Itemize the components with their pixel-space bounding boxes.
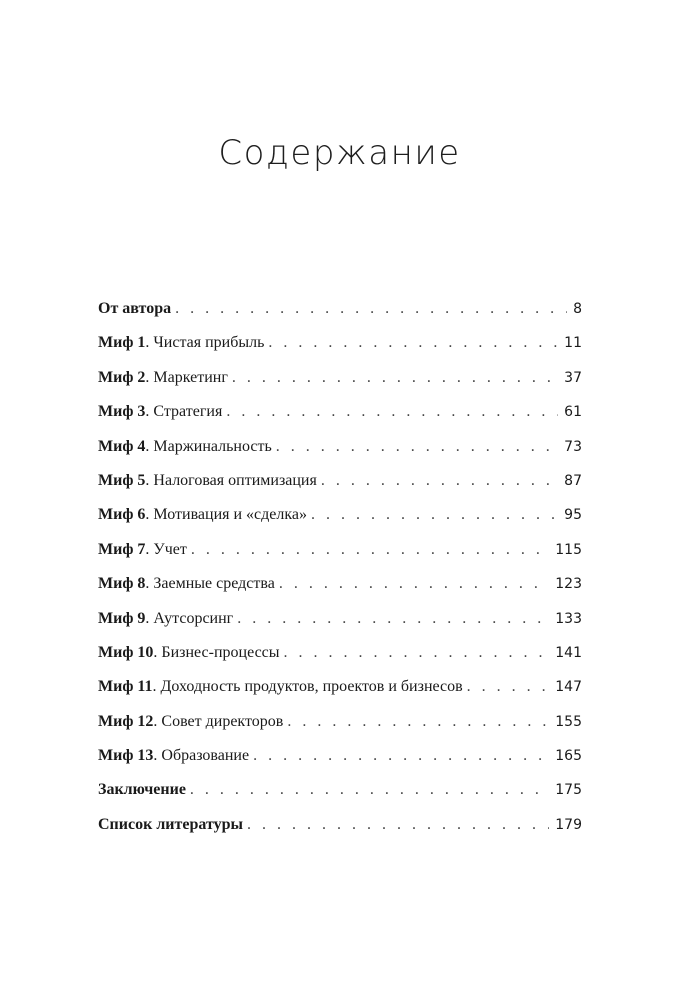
entry-page-number: 61: [564, 404, 582, 421]
entry-separator: .: [145, 471, 154, 489]
dot-leader: [232, 361, 558, 395]
dot-leader: [268, 326, 558, 360]
toc-entry-myth-8[interactable]: [98, 567, 582, 601]
entry-label: Заключение: [98, 781, 186, 799]
entry-page-number: 123: [555, 576, 582, 593]
entry-text: [98, 705, 283, 739]
entry-page-number: 73: [564, 438, 582, 455]
entry-separator: .: [145, 403, 154, 421]
entry-page-number: 115: [555, 541, 582, 558]
entry-separator: .: [153, 643, 162, 661]
entry-text: [98, 533, 187, 567]
dot-leader: [191, 533, 549, 567]
entry-title: Маржинальность: [153, 437, 272, 455]
entry-page-number: 155: [555, 713, 582, 730]
dot-leader: [287, 705, 549, 739]
entry-separator: .: [145, 575, 154, 593]
toc-entry-myth-13[interactable]: [98, 739, 582, 773]
toc-entry-myth-1[interactable]: [98, 326, 582, 360]
toc-entry-conclusion[interactable]: [98, 773, 582, 807]
toc-entry-myth-12[interactable]: [98, 705, 582, 739]
entry-text: [98, 430, 272, 464]
dot-leader: [321, 464, 558, 498]
entry-page-number: 141: [555, 644, 582, 661]
entry-page-number: 87: [564, 472, 582, 489]
entry-page-number: 165: [555, 748, 582, 765]
entry-title: Аутсорсинг: [153, 609, 234, 627]
toc-entry-myth-9[interactable]: [98, 602, 582, 636]
entry-title: Чистая прибыль: [153, 334, 265, 352]
entry-label: Миф 2: [98, 368, 146, 386]
toc-entry-myth-11[interactable]: [98, 670, 582, 704]
entry-label: Миф 4: [98, 437, 146, 455]
dot-leader: [226, 395, 558, 429]
entry-label: Миф 10: [98, 643, 154, 661]
page-title: Содержание: [218, 132, 461, 173]
entry-separator: .: [145, 368, 154, 386]
entry-text: [98, 292, 171, 326]
dot-leader: [279, 567, 549, 601]
dot-leader: [467, 670, 550, 704]
toc-entry-myth-2[interactable]: [98, 361, 582, 395]
toc-entry-myth-6[interactable]: [98, 498, 582, 532]
entry-label: Миф 13: [98, 747, 154, 765]
toc-entry-myth-4[interactable]: [98, 430, 582, 464]
entry-label: Миф 8: [98, 575, 146, 593]
entry-title: Образование: [161, 747, 250, 765]
entry-title: Совет директоров: [161, 712, 284, 730]
entry-page-number: 11: [564, 335, 582, 352]
entry-label: Миф 6: [98, 506, 146, 524]
entry-text: [98, 464, 317, 498]
entry-title: Заемные средства: [153, 575, 275, 593]
entry-page-number: 8: [573, 301, 582, 317]
entry-title: Маркетинг: [153, 368, 228, 386]
entry-text: [98, 808, 243, 842]
entry-separator: .: [145, 334, 154, 352]
entry-text: [98, 361, 228, 395]
entry-separator: .: [145, 609, 154, 627]
entry-separator: .: [145, 437, 154, 455]
entry-text: [98, 773, 186, 807]
entry-title: Бизнес-процессы: [161, 643, 280, 661]
dot-leader: [276, 430, 558, 464]
entry-page-number: 37: [564, 369, 582, 386]
entry-page-number: 95: [564, 507, 582, 524]
dot-leader: [237, 602, 549, 636]
dot-leader: [190, 773, 549, 807]
entry-label: Миф 12: [98, 712, 154, 730]
entry-page-number: 133: [555, 610, 582, 627]
entry-label: Миф 5: [98, 471, 146, 489]
toc-entry-myth-10[interactable]: [98, 636, 582, 670]
entry-text: [98, 739, 249, 773]
entry-separator: .: [153, 747, 162, 765]
entry-label: Миф 9: [98, 609, 146, 627]
dot-leader: [253, 739, 549, 773]
entry-text: [98, 567, 275, 601]
entry-separator: .: [152, 678, 161, 696]
entry-text: [98, 326, 264, 360]
toc-entry-myth-7[interactable]: [98, 533, 582, 567]
toc-entry-bibliography[interactable]: [98, 808, 582, 842]
dot-leader: [311, 498, 558, 532]
entry-text: [98, 395, 222, 429]
entry-title: Доходность продуктов, проектов и бизнесов: [160, 678, 463, 696]
entry-label: Миф 11: [98, 678, 153, 696]
entry-label: Миф 3: [98, 403, 146, 421]
entry-page-number: 147: [555, 679, 582, 696]
entry-label: Список литературы: [98, 815, 243, 833]
entry-separator: .: [145, 506, 154, 524]
entry-title: Налоговая оптимизация: [153, 471, 317, 489]
entry-title: Стратегия: [153, 403, 223, 421]
entry-text: [98, 498, 307, 532]
entry-label: Миф 7: [98, 540, 146, 558]
entry-title: Мотивация и «сделка»: [153, 506, 308, 524]
entry-text: [98, 602, 233, 636]
dot-leader: [247, 808, 549, 842]
table-of-contents: [98, 292, 582, 842]
toc-entry-myth-5[interactable]: [98, 464, 582, 498]
dot-leader: [284, 636, 550, 670]
entry-label: От автора: [98, 300, 172, 317]
entry-separator: .: [153, 712, 162, 730]
entry-text: [98, 670, 463, 704]
entry-separator: .: [145, 540, 154, 558]
entry-label: Миф 1: [98, 334, 146, 352]
entry-page-number: 179: [555, 816, 582, 833]
dot-leader: [175, 292, 567, 326]
entry-title: Учет: [153, 540, 187, 558]
entry-text: [98, 636, 280, 670]
toc-entry-myth-3[interactable]: [98, 395, 582, 429]
toc-entry-author[interactable]: [98, 292, 582, 326]
entry-page-number: 175: [555, 782, 582, 799]
